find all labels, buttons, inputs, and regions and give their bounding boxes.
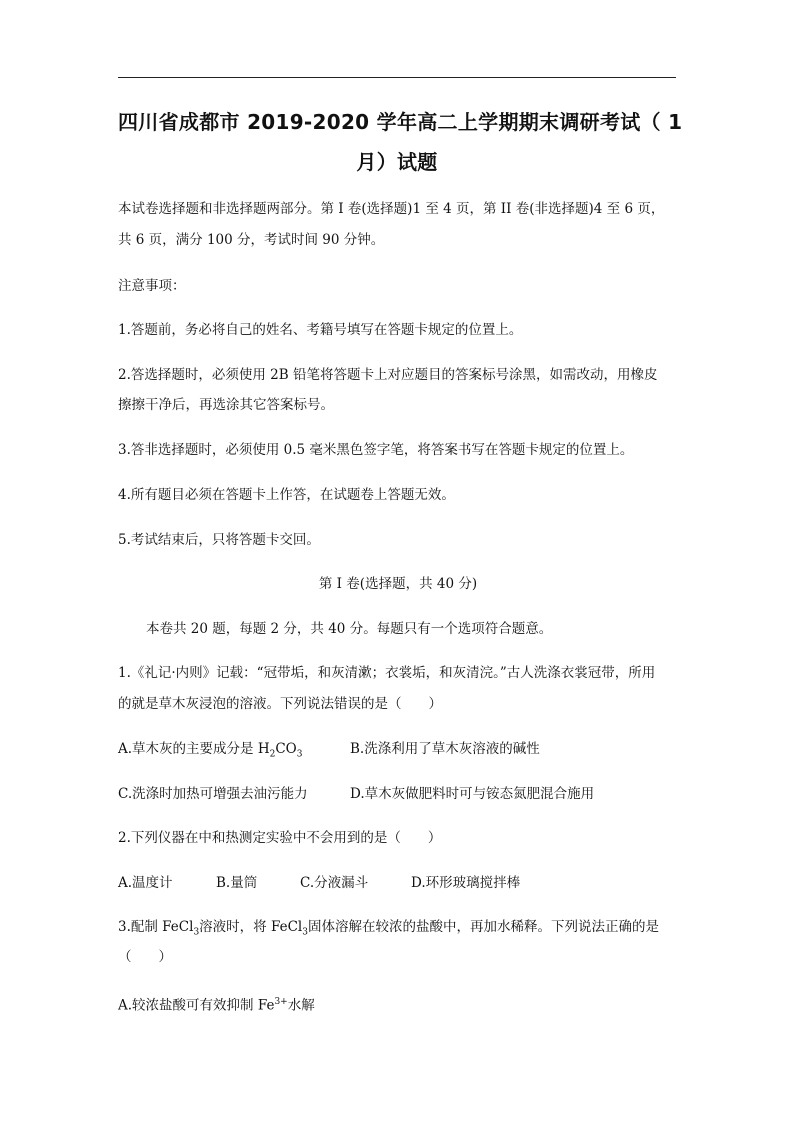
q2-option-a: A.温度计 [118, 875, 173, 891]
note-item: 3.答非选择题时，必须使用 0.5 毫米黑色签字笔，将答案书写在答题卡规定的位置上。 [118, 442, 634, 458]
page-title-line2: 月）试题 [356, 150, 438, 174]
note-item: 1.答题前，务必将自己的姓名、考籍号填写在答题卡规定的位置上。 [118, 322, 523, 338]
q1-options-row2 [118, 785, 678, 803]
intro-line1: 本试卷选择题和非选择题两部分。第 I 卷(选择题)1 至 4 页，第 II 卷(非选择题)4 至 6 页， [118, 201, 665, 217]
q3-stem-line1: 3.配制 FeCl$_3$溶液时，将 FeCl$_3$固体溶解在较浓的盐酸中，再加水稀释。下列说法正确的是 [118, 919, 659, 938]
page-title-line1: 四川省成都市 2019-2020 学年高二上学期期末调研考试（ 1 [118, 110, 683, 134]
q3-option-a: A.较浓盐酸可有效抑制 $Fe^{3+}$水解 [118, 997, 315, 1014]
q1-option-d: D.草木灰做肥料时可与铵态氮肥混合施用 [350, 786, 595, 802]
q2-options [118, 874, 678, 892]
q1-stem-line1: 1.《礼记·内则》记载：“冠带垢，和灰清漱；衣裳垢，和灰清浣。”古人洗涤衣裳冠带，所用 [118, 665, 656, 681]
q2-option-d: D.环形玻璃搅拌棒 [411, 875, 521, 891]
q1-option-b: B.洗涤利用了草木灰溶液的碱性 [350, 741, 540, 757]
note-item: 擦擦干净后，再选涂其它答案标号。 [118, 397, 334, 413]
q1-option-a: A.草木灰的主要成分是 $H_2CO_3$ [118, 741, 303, 760]
note-item: 2.答选择题时，必须使用 2B 铅笔将答题卡上对应题目的答案标号涂黑，如需改动，用橡皮 [118, 367, 658, 383]
q1-stem-line2: 的就是草木灰浸泡的溶液。下列说法错误的是（ ） [118, 696, 442, 712]
q2-option-b: B.量筒 [216, 875, 258, 891]
note-item: 5.考试结束后，只将答题卡交回。 [118, 532, 320, 548]
section-instruction: 本卷共 20 题，每题 2 分，共 40 分。每题只有一个选项符合题意。 [146, 621, 553, 637]
intro-line2: 共 6 页，满分 100 分，考试时间 90 分钟。 [118, 232, 385, 248]
q1-options-row1 [118, 740, 678, 764]
notes-heading: 注意事项： [118, 278, 186, 294]
header-rule [118, 77, 676, 78]
section-title: 第 I 卷(选择题，共 40 分) [318, 576, 478, 592]
note-item: 4.所有题目必须在答题卡上作答，在试题卷上答题无效。 [118, 487, 455, 503]
q1-option-c: C.洗涤时加热可增强去油污能力 [118, 786, 308, 802]
q2-option-c: C.分液漏斗 [300, 875, 369, 891]
q3-stem-line2: （ ） [118, 949, 172, 965]
q2-stem: 2.下列仪器在中和热测定实验中不会用到的是（ ） [118, 830, 442, 846]
